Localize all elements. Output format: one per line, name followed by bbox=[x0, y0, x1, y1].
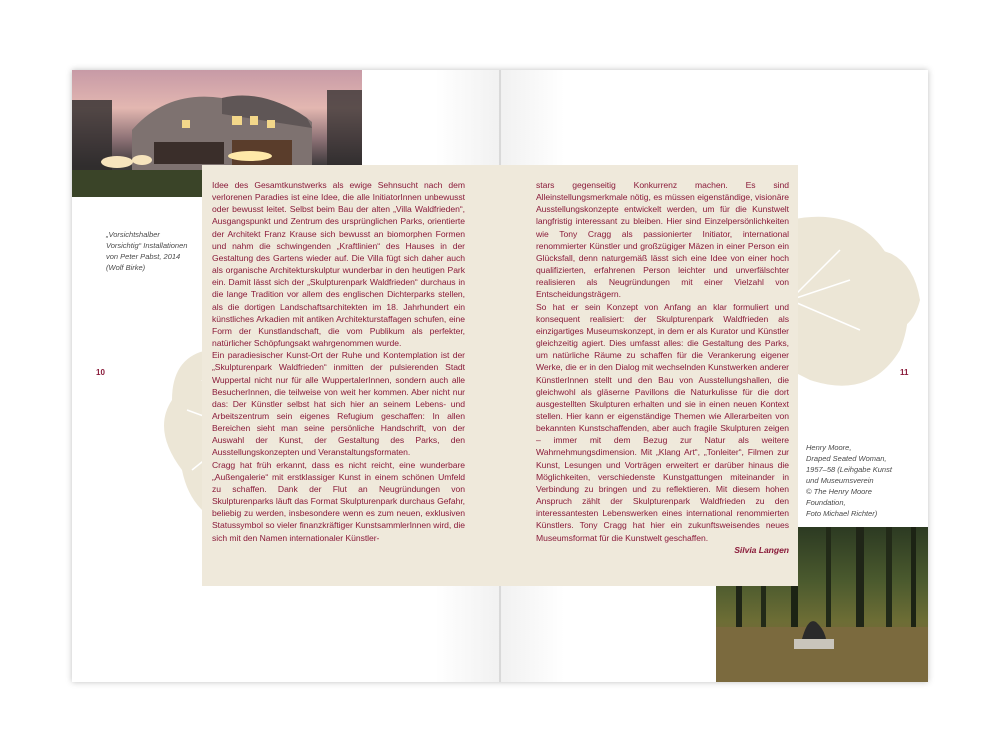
page-number-left: 10 bbox=[96, 368, 105, 377]
article-textbox bbox=[202, 165, 798, 586]
page-number-right: 11 bbox=[900, 368, 909, 377]
paragraph: Idee des Gesamtkunstwerks als ewige Sehnsucht nach dem verlorenen Paradies ist eine Idee, die alle InitiatorInnen unbewusst oder bewusst leitet. Selbst beim Bau der alten „Villa Waldfrieden“, Ausgangspunkt und Zentrum des ursprünglichen Parks, orientierte der Architekt Franz Krause sich bewusst an biomorphen Formen und nahm die schwingenden „Kraftlinien“ des Hauses in der Gestaltung des Gartens wieder auf. Die Villa fügt sich daher auch als organische Architekturskulptur wunderbar in den heutigen Park ein. Damit lässt sich der „Skulpturenpark Waldfrieden“ durchaus in die lange Tradition vor allem des englischen Dichterparks stellen, als die dortigen Landschaftsarchitekten im 18. Jahrhundert ein künstliches Arkadien mit antiken Architekturstaffagen schufen, eine Form der Kunstlandschaft, die vom Publikum als perfekter, natürlicher Schöpfungsakt wahrgenommen wurde. bbox=[212, 180, 465, 349]
magazine-spread bbox=[72, 70, 928, 682]
paragraph: Cragg hat früh erkannt, dass es nicht reicht, eine wunderbare „Außengalerie“ mit erstklassiger Kunst in einem schönen Umfeld zu schaffen. Dank der Flut an Neugründungen von Skulpturenparks läuft das Format Skulpturenpark durchaus Gefahr, beliebig zu werden, insbesondere wenn es zum neuen, exklusiven Statussymbol so vieler finanzkräftiger KunstsammlerInnen wird, die sich mit den Namen internationaler Künstler- bbox=[212, 459, 465, 543]
paragraph: So hat er sein Konzept von Anfang an klar formuliert und konsequent realisiert: der Skulpturenpark Waldfrieden als einzigartiges Museumskonzept, in dem er als Kurator und Künstler gleichzeitig agiert. Dies umfasst alles: die Gestaltung des Parks, um natürliche Räume zu schaffen für die Verankerung eigener Werke, die er in den Dialog mit wechselnden Kunstwerken anderer KünstlerInnen stellt und den Bau von Ausstellungshallen, die gleichwohl als gläserne Pavillons die Naturkulisse für die dort ausgestellten Skulpturen erhalten und sie in einen neuen Kontext stellen. Hier kann er eigenständige Themen wie Allerarbeiten von bekannten Kunstschaffenden, aber auch fragile Skulpturen zeigen – immer mit dem Bezug zur Natur als weitere Wahrnehmungsdimension. Mit „Klang Art“, „Tonleiter“, Filmen zur Kunst, Lesungen und Vorträgen erweitert er darüber hinaus die Möglichkeiten, verschiedenste Kunstgattungen miteinander in Verbindung zu bringen und zu reflektieren. Mit diesem hohen Anspruch zählt der Skulpturenpark Waldfrieden zu den interessantesten Lebenswerken eines international renommierten Künstlers. Tony Cragg hat hier ein zukunftsweisendes neues Museumsformat für die Kunstwelt geschaffen. bbox=[536, 301, 789, 543]
sculpture-caption: Henry Moore, Draped Seated Woman, 1957–58 (Leihgabe Kunst und Museumsverein © The Henry Moore Foundation, Foto Michael Richter) bbox=[806, 443, 892, 518]
paragraph: Ein paradiesischer Kunst-Ort der Ruhe und Kontemplation ist der „Skulpturenpark Waldfrieden“ inmitten der pulsierenden Stadt Wuppertal nicht nur für alle WuppertalerInnen, sondern auch alle BesucherInnen, die teilweise von weit her kommen. Aber nicht nur das: Der Künstler selbst hat sich hier an seinem Lebens- und Arbeitszentrum sein eigenes Refugium geschaffen: In allen Bereichen sieht man seine persönliche Handschrift, von der Auswahl der Kunst, der Gestaltung des Parks, den Ausstellungskonzepten und Veranstaltungsformaten. bbox=[212, 350, 465, 458]
author-name: Silvia Langen bbox=[734, 544, 789, 555]
article-column-right bbox=[536, 179, 789, 556]
villa-caption: „Vorsichtshalber Vorsichtig“ Installationen von Peter Pabst, 2014 (Wolf Birke) bbox=[106, 230, 188, 272]
leaf-decoration-right bbox=[790, 210, 928, 410]
article-column-left bbox=[212, 179, 465, 544]
paragraph: stars gegenseitig Konkurrenz machen. Es sind Alleinstellungsmerkmale nötig, es müssen eigenständige, visionäre Ausstellungskonzepte entwickelt werden, um für die Kunstwelt langfristig interessant zu bleiben. Hier sind Einzelpersönlichkeiten wie Tony Cragg als passionierter Initiator, international renommierter Künstler und großzügiger Mäzen in einer Person ein Glücksfall, denn naturgemäß lässt sich eine Idee von einer hoch qualifizierten, erfahrenen Person leichter und unverfälschter realisieren als Neugründungen mit einer Vielzahl von Entscheidungsträgern. bbox=[536, 180, 789, 300]
